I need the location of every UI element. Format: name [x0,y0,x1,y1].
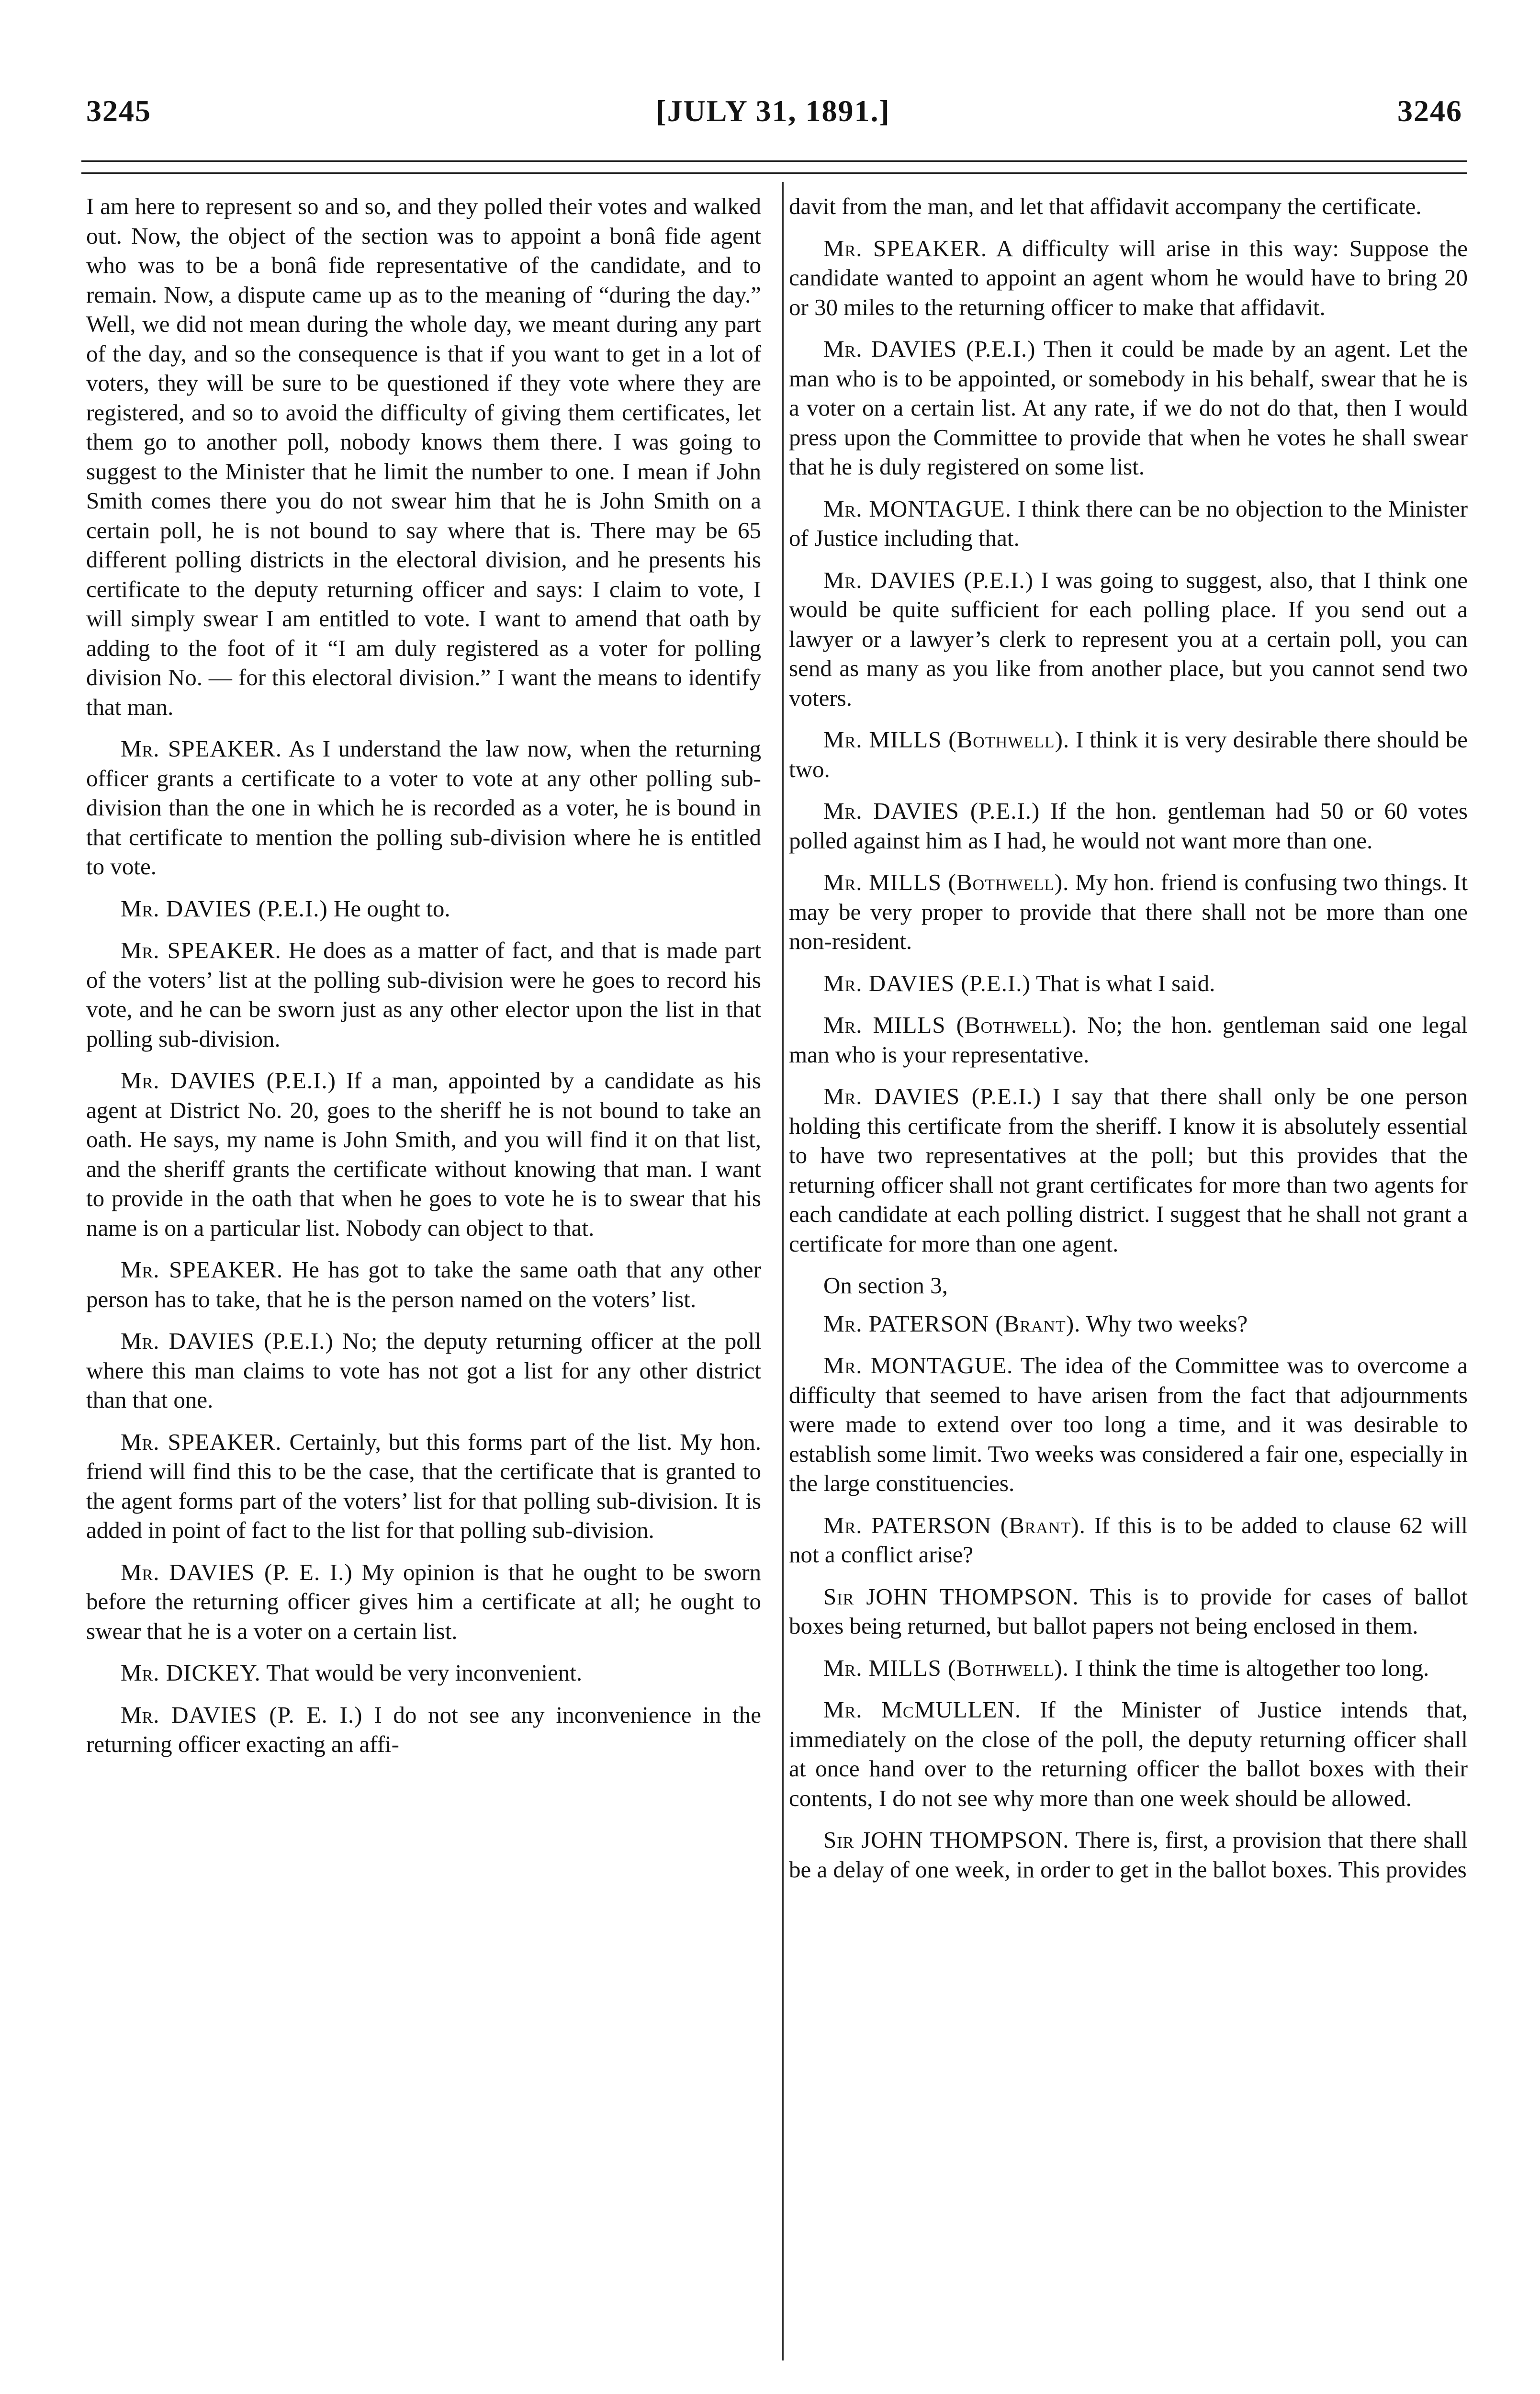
right-column [789,192,1468,1897]
paragraph: Mr. MILLS (Bothwell). No; the hon. gentleman said one legal man who is your representative. [789,1012,1468,1068]
speaker-name: Mr. MONTAGUE. [823,1352,1013,1378]
speaker-name: Mr. MILLS (Bothwell). [823,1012,1078,1038]
speaker-name: Mr. DAVIES (P.E.I.) [823,1083,1042,1109]
speaker-name: Mr. DAVIES (P.E.I.) [121,895,328,922]
column-divider [782,182,784,2360]
speaker-name: Mr. DAVIES (P.E.I.) [823,566,1034,593]
paragraph: davit from the man, and let that affidavit accompany the certificate. [789,193,1422,219]
speaker-name: Mr. SPEAKER. [121,937,281,963]
paragraph: Mr. DICKEY. That would be very inconvenient. [121,1660,583,1686]
speaker-name: Mr. MONTAGUE. [823,495,1012,522]
paragraph: Mr. SPEAKER. A difficulty will arise in this way: Suppose the candidate wanted to appoint an agent whom he would have to bring 20 or 30 miles to the returning officer to make that affidavit. [789,235,1468,320]
paragraph: Mr. DAVIES (P.E.I.) No; the deputy returning officer at the poll where this man claims to vote has not got a list for any other district than that one. [86,1328,762,1413]
speaker-name: Mr. SPEAKER. [121,1256,283,1283]
page-header [79,93,1467,141]
paragraph: Mr. DAVIES (P.E.I.) I say that there shall only be one person holding this certificate from the sheriff. I know it is absolutely essential to have two representatives at the poll; but this provides that the returning officer shall not grant certificates for more than two agents for each candidate at each polling district. I suggest that he shall not grant a certificate for more than one agent. [789,1083,1468,1257]
header-rule-top [81,160,1467,162]
paragraph: Sir JOHN THOMPSON. This is to provide for cases of ballot boxes being returned, but ballot papers not being enclosed in them. [789,1583,1468,1639]
paragraph: Mr. SPEAKER. He has got to take the same oath that any other person has to take, that he is the person named on the voters’ list. [86,1256,761,1312]
speaker-name: Mr. DAVIES (P. E. I.) [121,1558,353,1585]
paragraph: Mr. DAVIES (P.E.I.) If a man, appointed by a candidate as his agent at District No. 20, goes to the sheriff he is not bound to take an oath. He says, my name is John Smith, and you will find it on that list, and the sheriff grants the certificate without knowing that man. I want to provide in the oath that when he goes to vote he is to swear that his name is on a particular list. Nobody can object to that. [86,1067,762,1241]
page-number-right: 3246 [1397,94,1462,128]
paragraph: Mr. DAVIES (P.E.I.) He ought to. [121,895,450,922]
speaker-name: Mr. DAVIES (P. E. I.) [121,1701,363,1728]
speaker-name: Mr. DAVIES (P.E.I.) [823,970,1031,996]
paragraph: Mr. DAVIES (P.E.I.) I was going to suggest, also, that I think one would be quite sufficient for each polling place. If you send out a lawyer or a lawyer’s clerk to represent you at a certain poll, you can send as many as you like from another place, but you cannot send two voters. [789,566,1468,711]
speaker-name: Mr. MILLS (Bothwell). [823,869,1069,895]
speaker-name: Mr. DAVIES (P.E.I.) [823,798,1040,824]
paragraph: Mr. DAVIES (P. E. I.) My opinion is that he ought to be sworn before the returning officer gives him a certificate at all; he ought to swear that he is a voter on a certain list. [86,1558,762,1644]
speaker-name: Mr. PATERSON (Brant). [823,1512,1086,1538]
header-date: [JULY 31, 1891.] [656,94,890,128]
left-column [86,192,761,1772]
speaker-name: Mr. SPEAKER. [121,735,282,762]
speaker-name: Sir JOHN THOMPSON. [823,1827,1069,1853]
paragraph: Mr. SPEAKER. He does as a matter of fact, and that is made part of the voters’ list at the polling sub-division were he goes to record his vote, and he can be sworn just as any other elector upon the list in that polling sub-division. [86,937,762,1052]
paragraph: Mr. MONTAGUE. The idea of the Committee was to overcome a difficulty that seemed to have arisen from the fact that adjournments were made to extend over too long a time, and it was desirable to establish some limit. Two weeks was considered a fair one, especially in the large constituencies. [789,1352,1468,1496]
paragraph: Mr. SPEAKER. As I understand the law now, when the returning officer grants a certificate to a voter to vote at any other polling sub-division than the one in which he is recorded as a voter, he is bound in that certificate to mention the polling sub-division where he is entitled to vote. [86,735,761,880]
speaker-name: Mr. SPEAKER. [121,1428,282,1455]
paragraph: I am here to represent so and so, and they polled their votes and walked out. Now, the object of the section was to appoint a bonâ fide agent who was to be a bonâ fide representative of the candidate, and to remain. Now, a dispute came up as to the meaning of “during the day.” Well, we did not mean during the whole day, we meant during any part of the day, and so the consequence is that if you want to get in a lot of voters, they will be sure to be questioned if they vote where they are registered, and so to avoid the difficulty of giving them certificates, let them go to another poll, nobody knows them there. I was going to suggest to the Minister that he limit the number to one. I mean if John Smith comes there you do not swear him that he is John Smith on a certain poll, he is not bound to say where that is. There may be 65 different polling districts in the electoral division, and he presents his certificate to the deputy returning officer and says: I claim to vote, I will simply swear I am entitled to vote. I want to amend that oath by adding to the foot of it “I am duly registered as a voter for polling division No. — for this electoral division.” I want the means to identify that man. [86,193,761,720]
paragraph: Mr. SPEAKER. Certainly, but this forms part of the list. My hon. friend will find this to be the case, that the certificate that is granted to the agent forms part of the voters’ list for that polling sub-division. It is added in point of fact to the list for that polling sub-division. [86,1428,761,1543]
speaker-name: Mr. MILLS (Bothwell). [823,726,1070,753]
speaker-name: Sir JOHN THOMPSON. [823,1583,1079,1610]
speaker-name: Mr. DAVIES (P.E.I.) [121,1328,334,1354]
speaker-name: Mr. SPEAKER. [823,235,988,261]
speaker-name: Mr. PATERSON (Brant). [823,1310,1081,1337]
paragraph: Mr. DAVIES (P. E. I.) I do not see any inconvenience in the returning officer exacting an affi- [86,1701,761,1757]
section-heading: On section 3, [823,1272,948,1299]
paragraph: Mr. MILLS (Bothwell). My hon. friend is confusing two things. It may be very proper to provide that there shall not be more than one non-resident. [789,869,1468,954]
paragraph: Mr. PATERSON (Brant). If this is to be added to clause 62 will not a conflict arise? [789,1512,1468,1568]
paragraph: Mr. MONTAGUE. I think there can be no objection to the Minister of Justice including that. [789,495,1468,551]
paragraph: Sir JOHN THOMPSON. There is, first, a provision that there shall be a delay of one week, in order to get in the ballot boxes. This provides [789,1827,1468,1883]
speaker-name: Mr. MILLS (Bothwell). [823,1654,1069,1681]
speaker-name: Mr. McMULLEN. [823,1696,1022,1723]
paragraph: Mr. MILLS (Bothwell). I think it is very desirable there should be two. [789,726,1468,782]
paragraph: Mr. DAVIES (P.E.I.) Then it could be made by an agent. Let the man who is to be appointed, or somebody in his behalf, swear that he is a voter on a certain list. At any rate, if we do not do that, then I would press upon the Committee to provide that when he votes he shall swear that he is duly registered on some list. [789,336,1468,480]
speaker-name: Mr. DAVIES (P.E.I.) [121,1067,336,1094]
paragraph: Mr. McMULLEN. If the Minister of Justice intends that, immediately on the close of the poll, the deputy returning officer shall at once hand over to the returning officer the ballot boxes with their contents, I do not see why more than one week should be allowed. [789,1696,1468,1811]
paragraph: Mr. PATERSON (Brant). Why two weeks? [823,1310,1248,1337]
speaker-name: Mr. DAVIES (P.E.I.) [823,336,1036,362]
speaker-name: Mr. DICKEY. [121,1660,261,1686]
paragraph: Mr. DAVIES (P.E.I.) If the hon. gentleman had 50 or 60 votes polled against him as I had, he would not want more than one. [789,798,1468,854]
paragraph: Mr. DAVIES (P.E.I.) That is what I said. [823,970,1215,996]
header-rule-bottom [81,172,1467,174]
page-number-left: 3245 [86,94,151,128]
paragraph: Mr. MILLS (Bothwell). I think the time is altogether too long. [823,1654,1429,1681]
